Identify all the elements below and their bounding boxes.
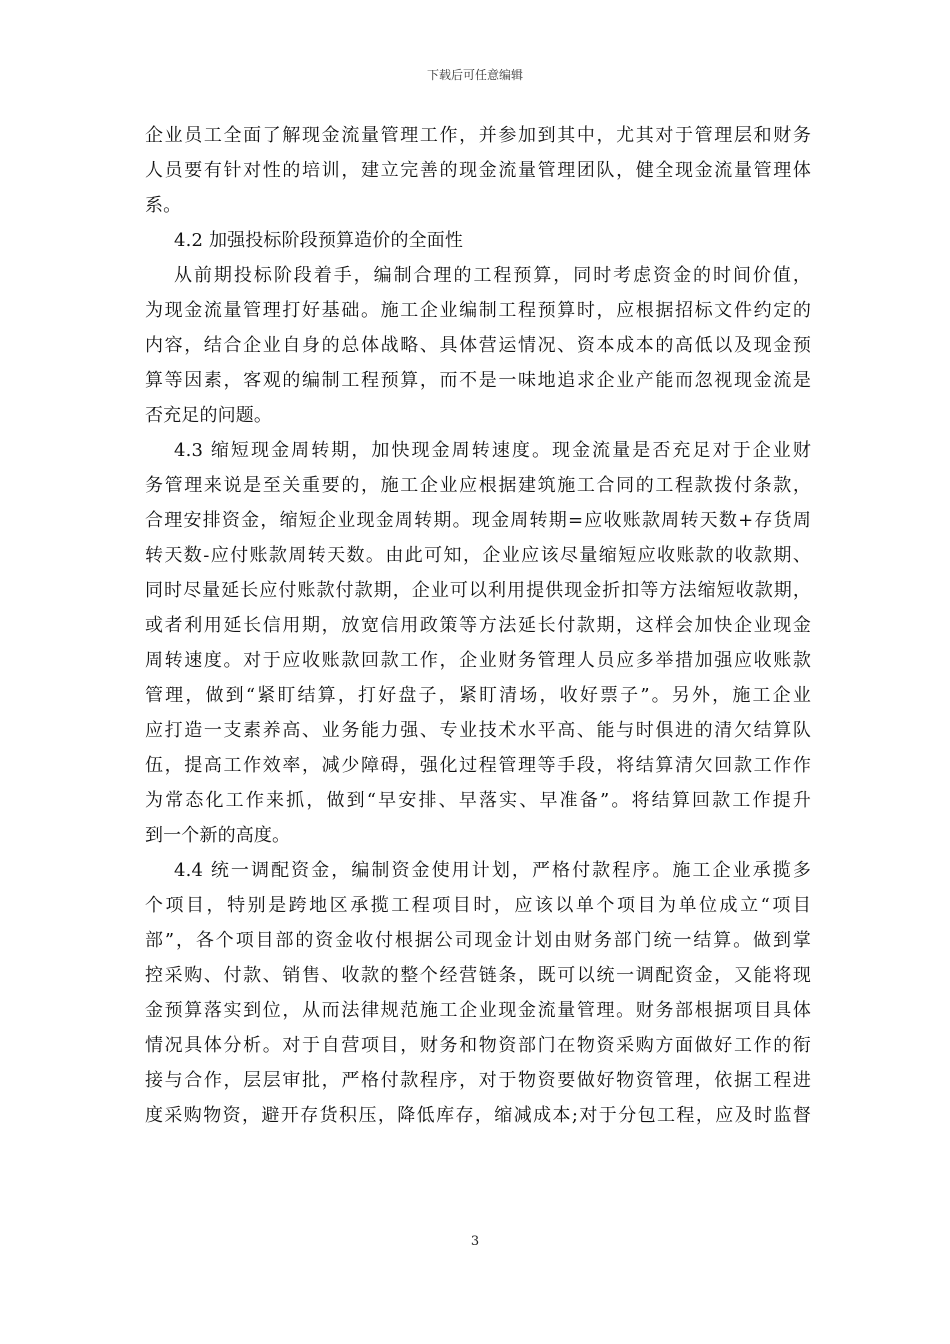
text-line: 转天数-应付账款周转天数。由此可知，企业应该尽量缩短应收账款的收款期、	[145, 545, 811, 566]
text-line: 管理，做到“紧盯结算，打好盘子，紧盯清场，收好票子”。另外，施工企业	[145, 685, 811, 706]
page-header: 下载后可任意编辑	[426, 68, 523, 82]
document-body	[145, 118, 811, 1133]
text-line: 个项目，特别是跨地区承揽工程项目时，应该以单个项目为单位成立“项目	[145, 895, 811, 916]
text-line: 同时尽量延长应付账款付款期，企业可以利用提供现金折扣等方法缩短收款期，	[145, 580, 811, 601]
text-line: 合理安排资金，缩短企业现金周转期。现金周转期=应收账款周转天数+存货周	[145, 510, 811, 531]
text-line: 系。	[145, 195, 182, 216]
text-line: 部”，各个项目部的资金收付根据公司现金计划由财务部门统一结算。做到掌	[145, 930, 811, 951]
text-line: 度采购物资，避开存货积压，降低库存，缩减成本;对于分包工程，应及时监督	[145, 1105, 811, 1126]
text-line: 4.2 加强投标阶段预算造价的全面性	[174, 230, 464, 251]
text-line: 控采购、付款、销售、收款的整个经营链条，既可以统一调配资金，又能将现	[145, 965, 811, 986]
text-line: 接与合作，层层审批，严格付款程序，对于物资要做好物资管理，依据工程进	[145, 1070, 811, 1091]
text-line: 周转速度。对于应收账款回款工作，企业财务管理人员应多举措加强应收账款	[145, 650, 811, 671]
text-line: 内容，结合企业自身的总体战略、具体营运情况、资本成本的高低以及现金预	[145, 335, 811, 356]
text-line: 或者利用延长信用期，放宽信用政策等方法延长付款期，这样会加快企业现金	[145, 615, 811, 636]
text-line: 企业员工全面了解现金流量管理工作，并参加到其中，尤其对于管理层和财务	[145, 125, 811, 146]
text-line: 到一个新的高度。	[145, 825, 291, 846]
text-line: 人员要有针对性的培训，建立完善的现金流量管理团队，健全现金流量管理体	[145, 160, 811, 181]
text-line: 否充足的问题。	[145, 405, 273, 426]
text-line: 为现金流量管理打好基础。施工企业编制工程预算时，应根据招标文件约定的	[145, 300, 811, 321]
text-line: 务管理来说是至关重要的，施工企业应根据建筑施工合同的工程款拨付条款，	[145, 475, 811, 496]
text-line: 4.4 统一调配资金，编制资金使用计划，严格付款程序。施工企业承揽多	[174, 860, 811, 881]
text-line: 伍，提高工作效率，减少障碍，强化过程管理等手段，将结算清欠回款工作作	[145, 755, 811, 776]
text-line: 情况具体分析。对于自营项目，财务和物资部门在物资采购方面做好工作的衔	[145, 1035, 811, 1056]
text-line: 为常态化工作来抓，做到“早安排、早落实、早准备”。将结算回款工作提升	[145, 790, 811, 811]
text-line: 算等因素，客观的编制工程预算，而不是一味地追求企业产能而忽视现金流是	[145, 370, 811, 391]
page-number: 3	[470, 1234, 480, 1249]
text-line: 应打造一支素养高、业务能力强、专业技术水平高、能与时俱进的清欠结算队	[145, 720, 811, 741]
text-line: 4.3 缩短现金周转期，加快现金周转速度。现金流量是否充足对于企业财	[174, 440, 811, 461]
text-line: 金预算落实到位，从而法律规范施工企业现金流量管理。财务部根据项目具体	[145, 1000, 811, 1021]
text-line: 从前期投标阶段着手，编制合理的工程预算，同时考虑资金的时间价值，	[174, 265, 811, 286]
